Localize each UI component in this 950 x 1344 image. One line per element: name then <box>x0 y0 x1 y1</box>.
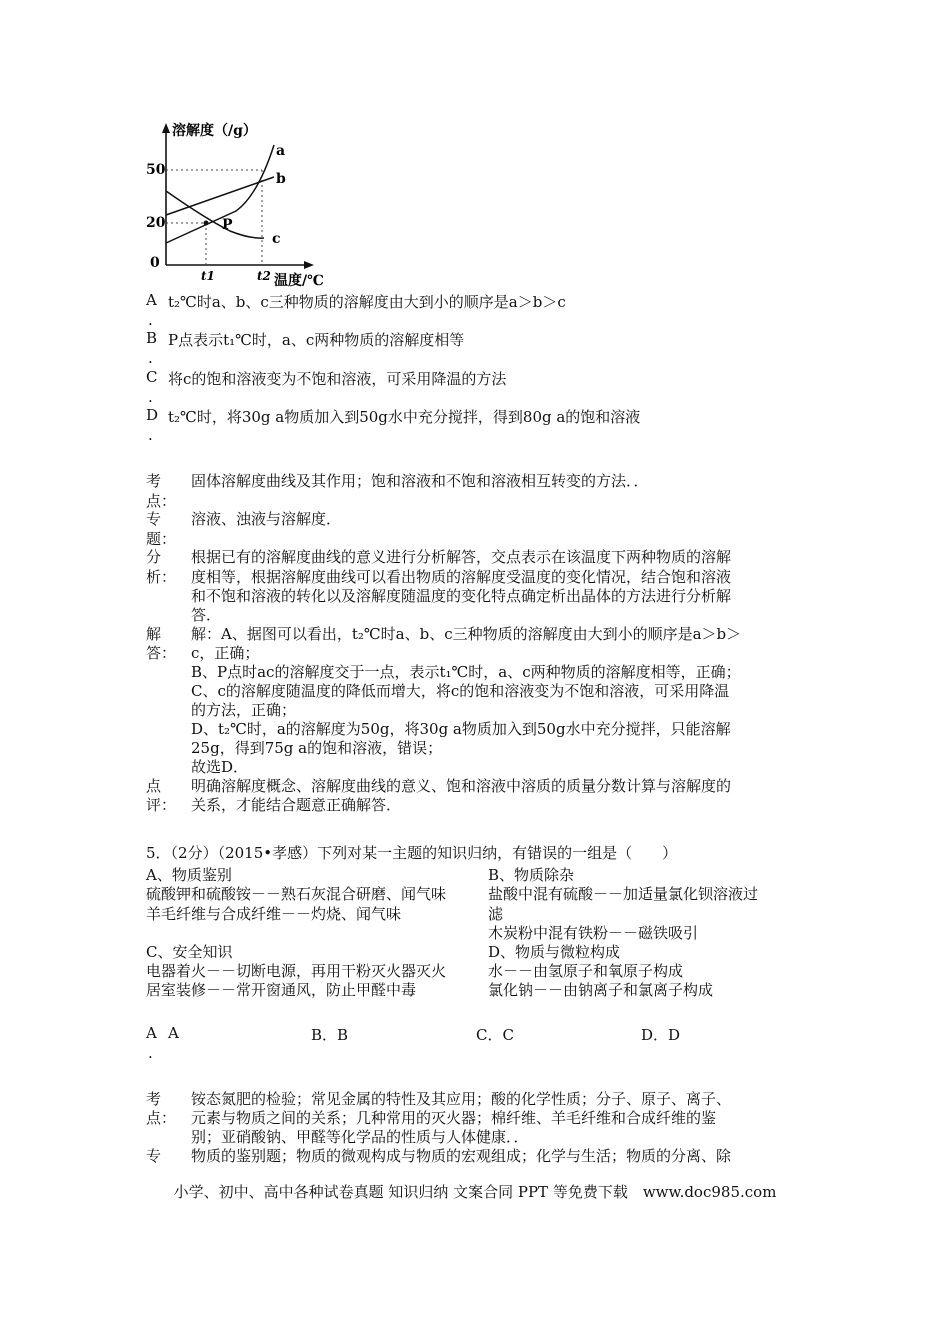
section-label: 点 <box>146 777 162 795</box>
table-cell: 氯化钠－－由钠离子和氯离子构成 <box>488 981 714 999</box>
section-label: 点： <box>146 1109 177 1127</box>
choice-d: D．D <box>641 1026 681 1044</box>
y-tick-50: 50 <box>146 162 166 178</box>
section-label: 考 <box>146 1090 162 1108</box>
x-axis-arrow <box>304 261 314 269</box>
option-letter: D <box>146 406 159 424</box>
section-line: 的方法，正确； <box>191 701 297 719</box>
option-dot: . <box>148 426 153 444</box>
x-axis-label: 温度/℃ <box>274 273 324 289</box>
solubility-chart <box>140 115 360 290</box>
y-axis-arrow <box>162 123 170 133</box>
section-label: 点： <box>146 492 177 510</box>
table-cell: 木炭粉中混有铁粉－－磁铁吸引 <box>488 924 699 942</box>
section-label: 题： <box>146 530 177 548</box>
section-text: 溶液、浊液与溶解度． <box>191 510 342 528</box>
x-tick-t2: t2 <box>257 269 271 283</box>
point-p-label: P <box>222 217 233 233</box>
choice-c: C．C <box>476 1026 514 1044</box>
section-line: 解：A、据图可以看出，t₂℃时a、b、c三种物质的溶解度由大到小的顺序是a＞b＞ <box>191 625 742 643</box>
table-cell: C、安全知识 <box>146 943 233 961</box>
option-letter: C <box>146 368 158 386</box>
curve-a <box>166 145 274 243</box>
section-line: 度相等，根据溶解度曲线可以看出物质的溶解度受温度的变化情况，结合饱和溶液 <box>191 568 732 586</box>
section-line: c，正确； <box>191 644 260 662</box>
section-label: 考 <box>146 472 162 490</box>
section-label: 评： <box>146 796 177 814</box>
section-line: 根据已有的溶解度曲线的意义进行分析解答，交点表示在该温度下两种物质的溶解 <box>191 548 732 566</box>
choice-dot: . <box>148 1044 153 1062</box>
table-cell: 居室装修－－常开窗通风，防止甲醛中毒 <box>146 981 417 999</box>
section-line: 关系，才能结合题意正确解答． <box>191 796 402 814</box>
curve-b <box>166 177 274 215</box>
section-label: 答： <box>146 644 177 662</box>
choice-letter: A <box>146 1024 157 1042</box>
section-text: 固体溶解度曲线及其作用；饱和溶液和不饱和溶液相互转变的方法．． <box>191 472 649 490</box>
option-dot: . <box>148 388 153 406</box>
table-cell: 盐酸中混有硫酸－－加适量氯化钡溶液过 <box>488 885 759 903</box>
curve-b-label: b <box>276 171 286 187</box>
section-line: D、t₂℃时，a的溶解度为50g，将30g a物质加入到50g水中充分搅拌，只能溶解 <box>191 720 731 738</box>
section-label: 专 <box>146 510 162 528</box>
section-line: 物质的鉴别题；物质的微观构成与物质的宏观组成；化学与生活；物质的分离、除 <box>191 1147 732 1165</box>
section-label: 分 <box>146 548 162 566</box>
option-text: t₂℃时，将30g a物质加入到50g水中充分搅拌，得到80g a的饱和溶液 <box>168 408 641 426</box>
table-cell: 硫酸钾和硫酸铵－－熟石灰混合研磨、闻气味 <box>146 885 447 903</box>
section-line: 明确溶解度概念、溶解度曲线的意义、饱和溶液中溶质的质量分数计算与溶解度的 <box>191 777 732 795</box>
choice-b: B．B <box>311 1026 349 1044</box>
section-line: 铵态氮肥的检验；常见金属的特性及其应用；酸的化学性质；分子、原子、离子、 <box>191 1090 732 1108</box>
x-tick-t1: t1 <box>201 269 215 283</box>
section-label: 解 <box>146 625 162 643</box>
curve-c-label: c <box>272 231 281 247</box>
table-cell: 电器着火－－切断电源，再用干粉灭火器灭火 <box>146 962 447 980</box>
table-cell: 羊毛纤维与合成纤维－－灼烧、闻气味 <box>146 905 402 923</box>
table-cell: A、物质鉴别 <box>146 866 232 884</box>
choice-a: A <box>168 1024 179 1042</box>
point-p <box>204 221 209 226</box>
section-label: 析： <box>146 568 177 586</box>
section-line: 答． <box>191 606 222 624</box>
option-text: t₂℃时a、b、c三种物质的溶解度由大到小的顺序是a＞b＞c <box>168 293 566 311</box>
section-line: 故选D． <box>191 758 249 776</box>
table-cell: B、物质除杂 <box>488 866 575 884</box>
table-cell: 水－－由氢原子和氧原子构成 <box>488 962 684 980</box>
section-line: C、c的溶解度随温度的降低而增大，将c的饱和溶液变为不饱和溶液，可采用降温 <box>191 682 730 700</box>
section-line: 别；亚硝酸钠、甲醛等化学品的性质与人体健康．． <box>191 1128 529 1146</box>
option-text: 将c的饱和溶液变为不饱和溶液，可采用降温的方法 <box>168 370 507 388</box>
option-letter: B <box>146 329 158 347</box>
y-tick-0: 0 <box>150 255 160 271</box>
table-cell: D、物质与微粒构成 <box>488 943 621 961</box>
page-footer: 小学、初中、高中各种试卷真题 知识归纳 文案合同 PPT 等免费下载 www.doc985.com <box>173 1183 777 1201</box>
curve-a-label: a <box>276 143 286 159</box>
y-axis-label: 溶解度（/g） <box>172 123 257 139</box>
table-cell: 滤 <box>488 905 504 923</box>
section-line: B、P点时ac的溶解度交于一点，表示t₁℃时，a、c两种物质的溶解度相等，正确； <box>191 663 741 681</box>
option-text: P点表示t₁℃时，a、c两种物质的溶解度相等 <box>168 331 465 349</box>
option-dot: . <box>148 311 153 329</box>
y-tick-20: 20 <box>146 215 166 231</box>
q5-stem: 5．（2分）（2015•孝感）下列对某一主题的知识归纳，有错误的一组是（ ） <box>146 844 678 862</box>
option-dot: . <box>148 349 153 367</box>
section-line: 25g，得到75g a的饱和溶液，错误； <box>191 739 443 757</box>
section-line: 和不饱和溶液的转化以及溶解度随温度的变化特点确定析出晶体的方法进行分析解 <box>191 587 732 605</box>
section-label: 专 <box>146 1147 162 1165</box>
section-line: 元素与物质之间的关系；几种常用的灭火器；棉纤维、羊毛纤维和合成纤维的鉴 <box>191 1109 717 1127</box>
option-letter: A <box>146 291 157 309</box>
